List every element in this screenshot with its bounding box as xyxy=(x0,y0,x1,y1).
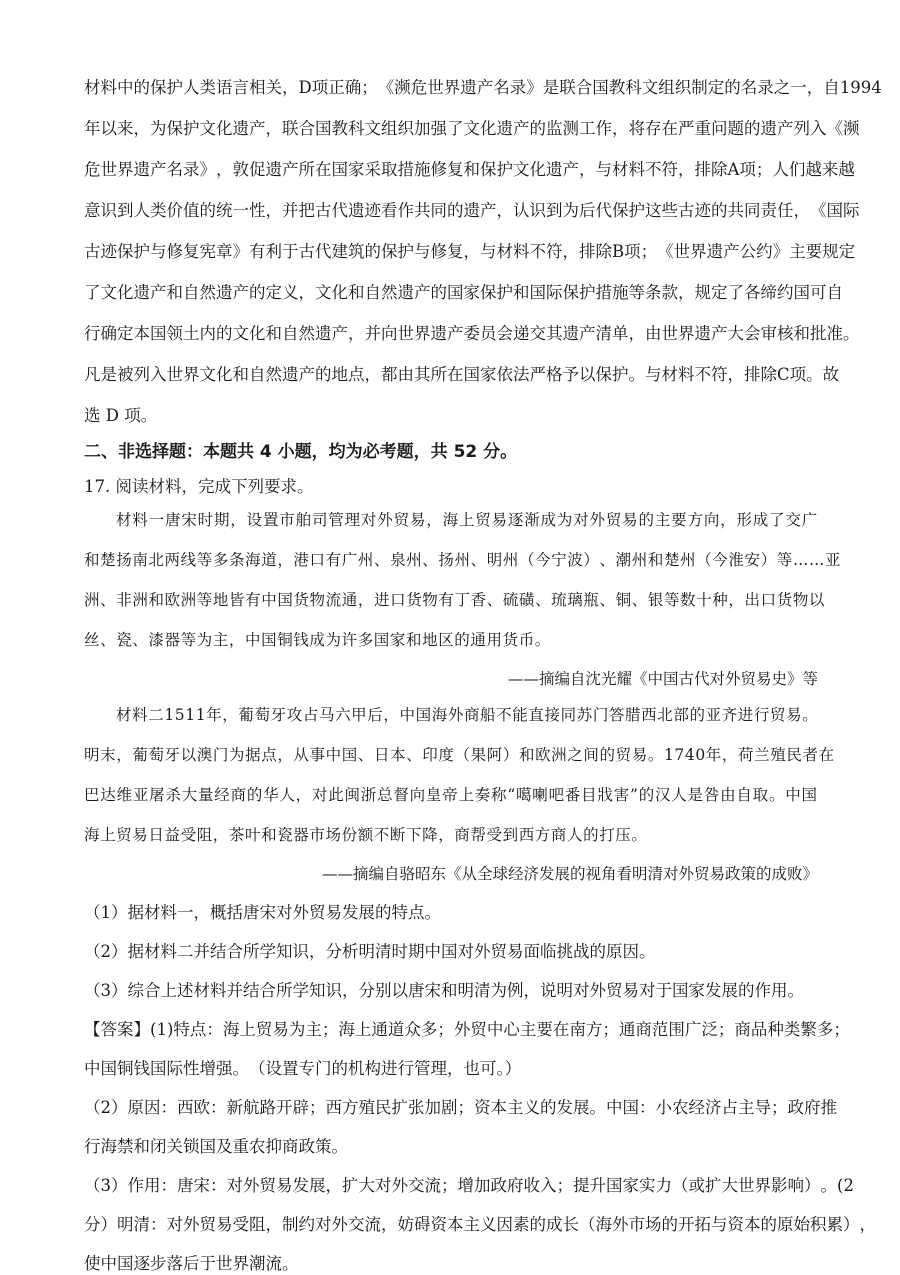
text-line: 选 D 项。 xyxy=(84,406,158,425)
material-line: 海上贸易日益受阻，茶叶和瓷器市场份额不断下降，商帮受到西方商人的打压。 xyxy=(84,826,648,844)
answer-line: 使中国逐步落后于世界潮流。 xyxy=(84,1254,299,1273)
text-line: 危 世 界 遗 产 名 录 》 ， 敦 促 遗 产 所 在 国 家 采 取 措 施 修 复 和 保 护 文 化 遗 产 ， 与 材 料 不 符 ， 排 除 A 项 ； 人 们 越 来 越 xyxy=(84,160,855,179)
material-one-source: ——摘编自沈光耀《中国古代对外贸易史》等 xyxy=(507,670,818,688)
material-line: 材 料 一 唐 宋 时 期 ， 设 置 市 舶 司 管 理 对 外 贸 易 ， 海 上 贸 易 逐 渐 成 为 对 外 贸 易 的 主 要 方 向 ， 形 成 了 交 广 xyxy=(116,511,818,529)
text-line: 年 以 来 ， 为 保 护 文 化 遗 产 ， 联 合 国 教 科 文 组 织 加 强 了 文 化 遗 产 的 监 测 工 作 ， 将 存 在 严 重 问 题 的 遗 产 列 入 《 濒 xyxy=(84,119,860,138)
answer-line: 分 ） 明 清 ： 对 外 贸 易 受 阻 ， 制 约 对 外 交 流 ， 妨 碍 资 本 主 义 因 素 的 成 长 （ 海 外 市 场 的 开 拓 与 资 本 的 原 始 积 累 ） ， xyxy=(84,1215,876,1234)
question-item: （2）据材料二并结合所学知识，分析明清时期中国对外贸易面临挑战的原因。 xyxy=(84,942,656,961)
material-line: 巴 达 维 亚 屠 杀 大 量 经 商 的 华 人 ， 对 此 闽 浙 总 督 向 皇 帝 上 奏 称 “ 噶 喇 吧 番 目 戕 害 ” 的 汉 人 是 咎 由 自 取 。 中 国 xyxy=(84,786,818,804)
question-item: （3）综合上述材料并结合所学知识，分别以唐宋和明清为例，说明对外贸易对于国家发展的作用。 xyxy=(84,981,804,1000)
text-line: 行 确 定 本 国 领 土 内 的 文 化 和 自 然 遗 产 ， 并 向 世 界 遗 产 委 员 会 递 交 其 遗 产 清 单 ， 由 世 界 遗 产 大 会 审 核 和 批 准 。 xyxy=(84,324,860,343)
section-heading: 二、非选择题：本题共 4 小题，均为必考题，共 52 分。 xyxy=(84,442,518,462)
material-two-source: ——摘编自骆昭东《从全球经济发展的视角看明清对外贸易政策的成败》 xyxy=(321,865,818,883)
text-line: 了 文 化 遗 产 和 自 然 遗 产 的 定 义 ， 文 化 和 自 然 遗 产 的 国 家 保 护 和 国 际 保 护 措 施 等 条 款 ， 规 定 了 各 缔 约 国 可 自 xyxy=(84,283,843,302)
question-intro: 17. 阅读材料，完成下列要求。 xyxy=(84,477,314,496)
material-line: 材 料 二 1511 年 ， 葡 萄 牙 攻 占 马 六 甲 后 ， 中 国 海 外 商 船 不 能 直 接 同 苏 门 答 腊 西 北 部 的 亚 齐 进 行 贸 易 。 xyxy=(116,706,819,724)
answer-line: 【 答 案 】 ( 1 ) 特 点 ： 海 上 贸 易 为 主 ； 海 上 通 道 众 多 ； 外 贸 中 心 主 要 在 南 方 ； 通 商 范 围 广 泛 ； 商 品 种 类 繁 多 ； xyxy=(84,1020,850,1039)
text-line: 凡 是 被 列 入 世 界 文 化 和 自 然 遗 产 的 地 点 ， 都 由 其 所 在 国 家 依 法 严 格 予 以 保 护 。 与 材 料 不 符 ， 排 除 C 项 。 故 xyxy=(84,365,840,384)
material-line: 和 楚 扬 南 北 两 线 等 多 条 海 道 ， 港 口 有 广 州 、 泉 州 、 扬 州 、 明 州 （ 今 宁 波 ） 、 潮 州 和 楚 州 （ 今 淮 安 ） 等 … … 亚 xyxy=(84,551,842,569)
material-line: 洲 、 非 洲 和 欧 洲 等 地 皆 有 中 国 货 物 流 通 ， 进 口 货 物 有 丁 香 、 硫 磺 、 琉 璃 瓶 、 铜 、 银 等 数 十 种 ， 出 口 货 物 以 xyxy=(84,591,826,609)
question-item: （1）据材料一，概括唐宋对外贸易发展的特点。 xyxy=(84,903,441,922)
text-line: 材 料 中 的 保 护 人 类 语 言 相 关 ， D 项 正 确 ； 《 濒 危 世 界 遗 产 名 录 》 是 联 合 国 教 科 文 组 织 制 定 的 名 录 之 一 ， 自 1994 xyxy=(84,78,882,97)
material-line: 丝、瓷、漆器等为主，中国铜钱成为许多国家和地区的通用货币。 xyxy=(84,631,551,649)
answer-line: 中国铜钱国际性增强。 （设置专门的机构进行管理，也可。） xyxy=(84,1059,522,1078)
answer-line: （ 2 ） 原 因 ： 西 欧 ： 新 航 路 开 辟 ； 西 方 殖 民 扩 张 加 剧 ； 资 本 主 义 的 发 展 。 中 国 ： 小 农 经 济 占 主 导 ； 政 府 推 xyxy=(84,1098,837,1117)
text-line: 古 迹 保 护 与 修 复 宪 章 》 有 利 于 古 代 建 筑 的 保 护 与 修 复 ， 与 材 料 不 符 ， 排 除 B 项 ； 《 世 界 遗 产 公 约 》 主 要 规 定 xyxy=(84,242,856,261)
answer-line: 行海禁和闭关锁国及重农抑商政策。 xyxy=(84,1137,348,1156)
material-line: 明 末 ， 葡 萄 牙 以 澳 门 为 据 点 ， 从 事 中 国 、 日 本 、 印 度 （ 果 阿 ） 和 欧 洲 之 间 的 贸 易 。 1740 年 ， 荷 兰 殖 民 者 在 xyxy=(84,746,835,764)
text-line: 意 识 到 人 类 价 值 的 统 一 性 ， 并 把 古 代 遗 迹 看 作 共 同 的 遗 产 ， 认 识 到 为 后 代 保 护 这 些 古 迹 的 共 同 责 任 ， 《 国 际 xyxy=(84,201,860,220)
answer-line: （ 3 ） 作 用 ： 唐 宋 ： 对 外 贸 易 发 展 ， 扩 大 对 外 交 流 ； 增 加 政 府 收 入 ； 提 升 国 家 实 力 （ 或 扩 大 世 界 影 响 ） 。 ( 2 xyxy=(84,1176,854,1195)
